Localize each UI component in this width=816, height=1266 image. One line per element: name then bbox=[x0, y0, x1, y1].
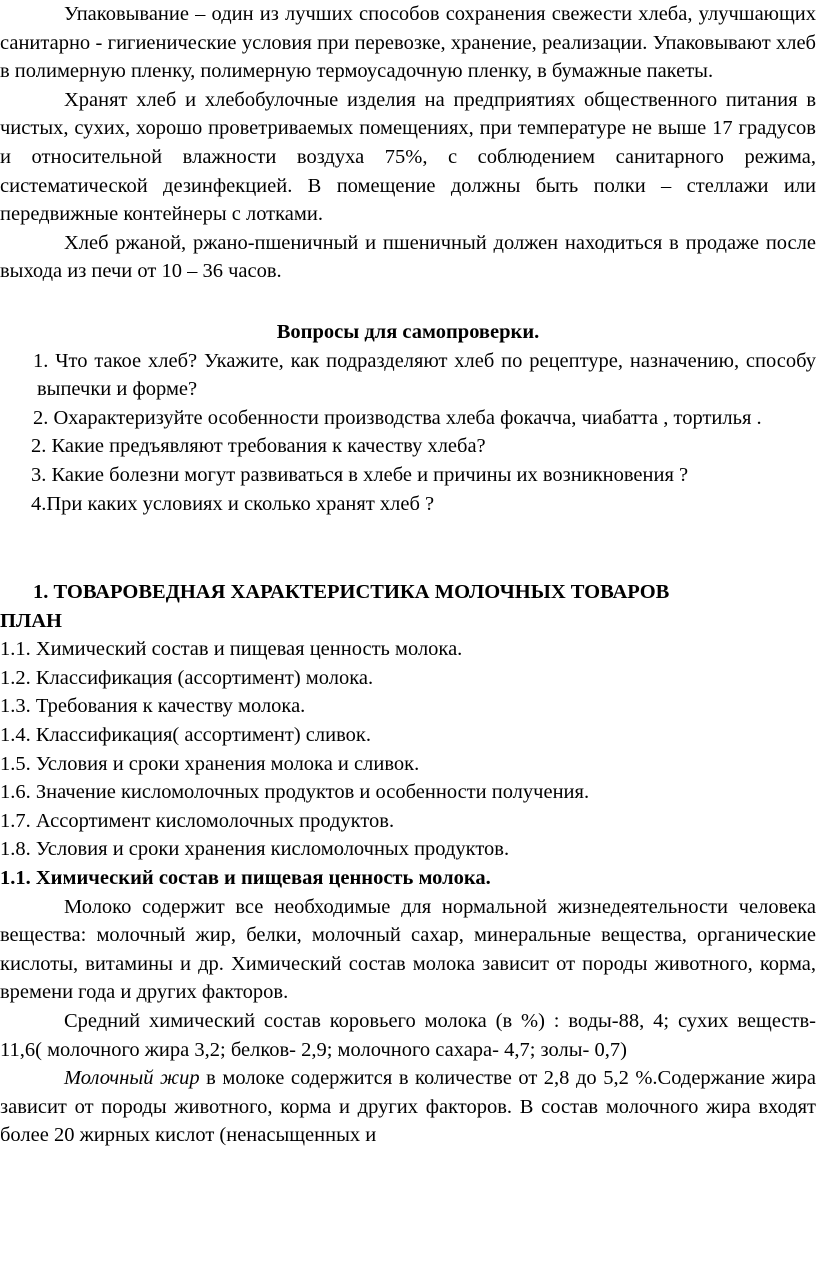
plan-item: 1.8. Условия и сроки хранения кисломолочных продуктов. bbox=[0, 838, 510, 861]
body-paragraph-milk-contents: Молоко содержит все необходимые для нормальной жизнедеятельности человека вещества: молочный жир, белки, молочный сахар, минеральные вещества, органические кислоты, витамины и др. Химический состав молока зависит от породы животного, корма, времени года и других факторов. bbox=[0, 895, 816, 1004]
intro-paragraph-sale-time: Хлеб ржаной, ржано-пшеничный и пшеничный должен находиться в продаже после выхода из печи от 10 – 36 часов. bbox=[0, 231, 816, 283]
plan-item: 1.6. Значение кисломолочных продуктов и особенности получения. bbox=[0, 781, 590, 804]
question-4: 3. Какие болезни могут развиваться в хлебе и причины их возникновения ? bbox=[31, 463, 689, 486]
question-1: 1. Что такое хлеб? Укажите, как подразделяют хлеб по рецептуре, назначению, способу выпечки и форме? bbox=[33, 349, 816, 401]
body-paragraph-milk-composition: Средний химический состав коровьего молока (в %) : воды-88, 4; сухих веществ- 11,6( молочного жира 3,2; белков- 2,9; молочного сахара- 4,7; золы- 0,7) bbox=[0, 1010, 816, 1061]
term-milk-fat: Молочный жир bbox=[64, 1067, 200, 1090]
question-5: 4.При каких условиях и сколько хранят хлеб ? bbox=[31, 492, 435, 515]
plan-item: 1.3. Требования к качеству молока. bbox=[0, 695, 306, 718]
plan-item: 1.1. Химический состав и пищевая ценность молока. bbox=[0, 638, 463, 661]
intro-paragraph-storage: Хранят хлеб и хлебобулочные изделия на предприятиях общественного питания в чистых, сухих, хорошо проветриваемых помещениях, при температуре не выше 17 градусов и относительной влажности воздуха 75%, с соблюдением санитарного режима, систематической дезинфекцией. В помещение должны быть полки – стеллажи или передвижные контейнеры с лотками. bbox=[0, 88, 816, 226]
milk-fat-description: в молоке содержится в количестве от 2,8 до 5,2 %.Содержание жира зависит от породы животного, корма и других факторов. В состав молочного жира входят более 20 жирных кислот (ненасыщенных и bbox=[0, 1067, 816, 1147]
question-3: 2. Какие предъявляют требования к качеству хлеба? bbox=[31, 435, 486, 458]
plan-label: ПЛАН bbox=[0, 609, 62, 632]
section-title: 1. ТОВАРОВЕДНАЯ ХАРАКТЕРИСТИКА МОЛОЧНЫХ ТОВАРОВ bbox=[33, 581, 670, 604]
plan-item: 1.5. Условия и сроки хранения молока и сливок. bbox=[0, 752, 420, 775]
subsection-heading: 1.1. Химический состав и пищевая ценность молока. bbox=[0, 867, 491, 890]
plan-item: 1.4. Классификация( ассортимент) сливок. bbox=[0, 724, 371, 747]
self-check-heading: Вопросы для самопроверки. bbox=[276, 320, 540, 343]
plan-item: 1.7. Ассортимент кисломолочных продуктов. bbox=[0, 809, 395, 832]
question-2: 2. Охарактеризуйте особенности производства хлеба фокачча, чиабатта , тортилья . bbox=[33, 406, 762, 429]
body-paragraph-milk-fat bbox=[0, 1064, 816, 1150]
plan-item: 1.2. Классификация (ассортимент) молока. bbox=[0, 666, 374, 689]
intro-paragraph-packaging: Упаковывание – один из лучших способов сохранения свежести хлеба, улучшающих санитарно - гигиенические условия при перевозке, хранение, реализации. Упаковывают хлеб в полимерную пленку, полимерную термоусадочную пленку, в бумажные пакеты. bbox=[0, 3, 816, 83]
